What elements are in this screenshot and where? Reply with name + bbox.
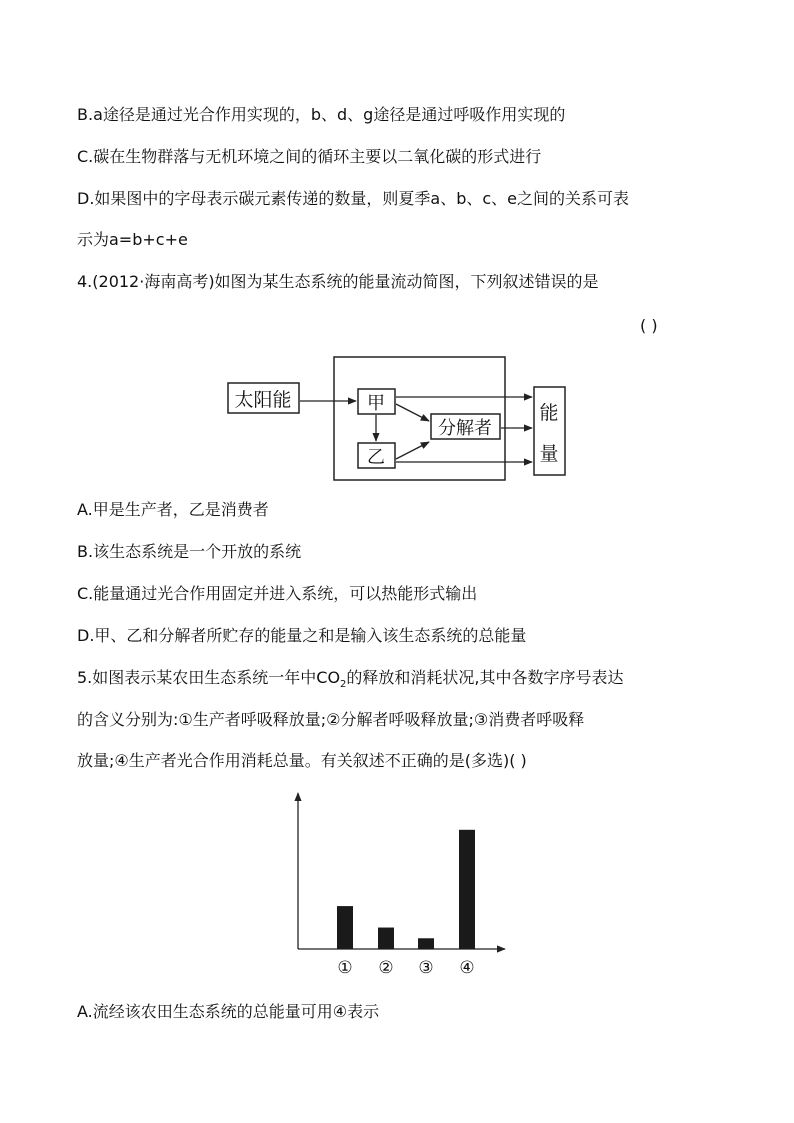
bar-1 (337, 906, 353, 949)
q5-stem-line1-pre: 5.如图表示某农田生态系统一年中CO (77, 668, 341, 687)
q4-option-d: D.甲、乙和分解者所贮存的能量之和是输入该生态系统的总能量 (77, 626, 527, 645)
q4-answer-paren: ( ) (640, 316, 658, 335)
tick-label-1: ① (337, 958, 353, 978)
tick-label-4: ④ (459, 958, 475, 978)
q4-option-b: B.该生态系统是一个开放的系统 (77, 542, 302, 561)
bar-2 (378, 928, 394, 949)
q5-option-a: A.流经该农田生态系统的总能量可用④表示 (77, 1002, 380, 1021)
decomposer-label: 分解者 (438, 418, 492, 439)
yi-label: 乙 (367, 447, 385, 468)
q5-stem-line1-post: 的释放和消耗状况,其中各数字序号表达 (346, 668, 624, 687)
jia-label: 甲 (367, 393, 385, 414)
q4-stem: 4.(2012·海南高考)如图为某生态系统的能量流动简图，下列叙述错误的是 (77, 272, 599, 291)
q3-option-c: C.碳在生物群落与无机环境之间的循环主要以二氧化碳的形式进行 (77, 147, 542, 166)
energy-label-2: 量 (539, 443, 559, 465)
tick-label-3: ③ (418, 958, 434, 978)
q4-option-c: C.能量通过光合作用固定并进入系统，可以热能形式输出 (77, 584, 478, 603)
q4-option-a: A.甲是生产者，乙是消费者 (77, 500, 269, 519)
q5-stem-line2: 的含义分别为:①生产者呼吸释放量;②分解者呼吸释放量;③消费者呼吸释 (77, 710, 585, 729)
tick-label-2: ② (378, 958, 394, 978)
q3-option-b: B.a途径是通过光合作用实现的，b、d、g途径是通过呼吸作用实现的 (77, 105, 566, 124)
sun-label: 太阳能 (234, 389, 292, 411)
q5-stem-line3: 放量;④生产者光合作用消耗总量。有关叙述不正确的是(多选)( ) (77, 751, 527, 770)
bar-3 (418, 938, 434, 949)
energy-label-1: 能 (539, 402, 559, 424)
bar-4 (459, 830, 475, 949)
co2-subscript: 2 (340, 679, 347, 691)
q3-option-d-line2: 示为a=b+c+e (77, 230, 188, 249)
q3-option-d-line1: D.如果图中的字母表示碳元素传递的数量，则夏季a、b、c、e之间的关系可表 (77, 189, 630, 208)
